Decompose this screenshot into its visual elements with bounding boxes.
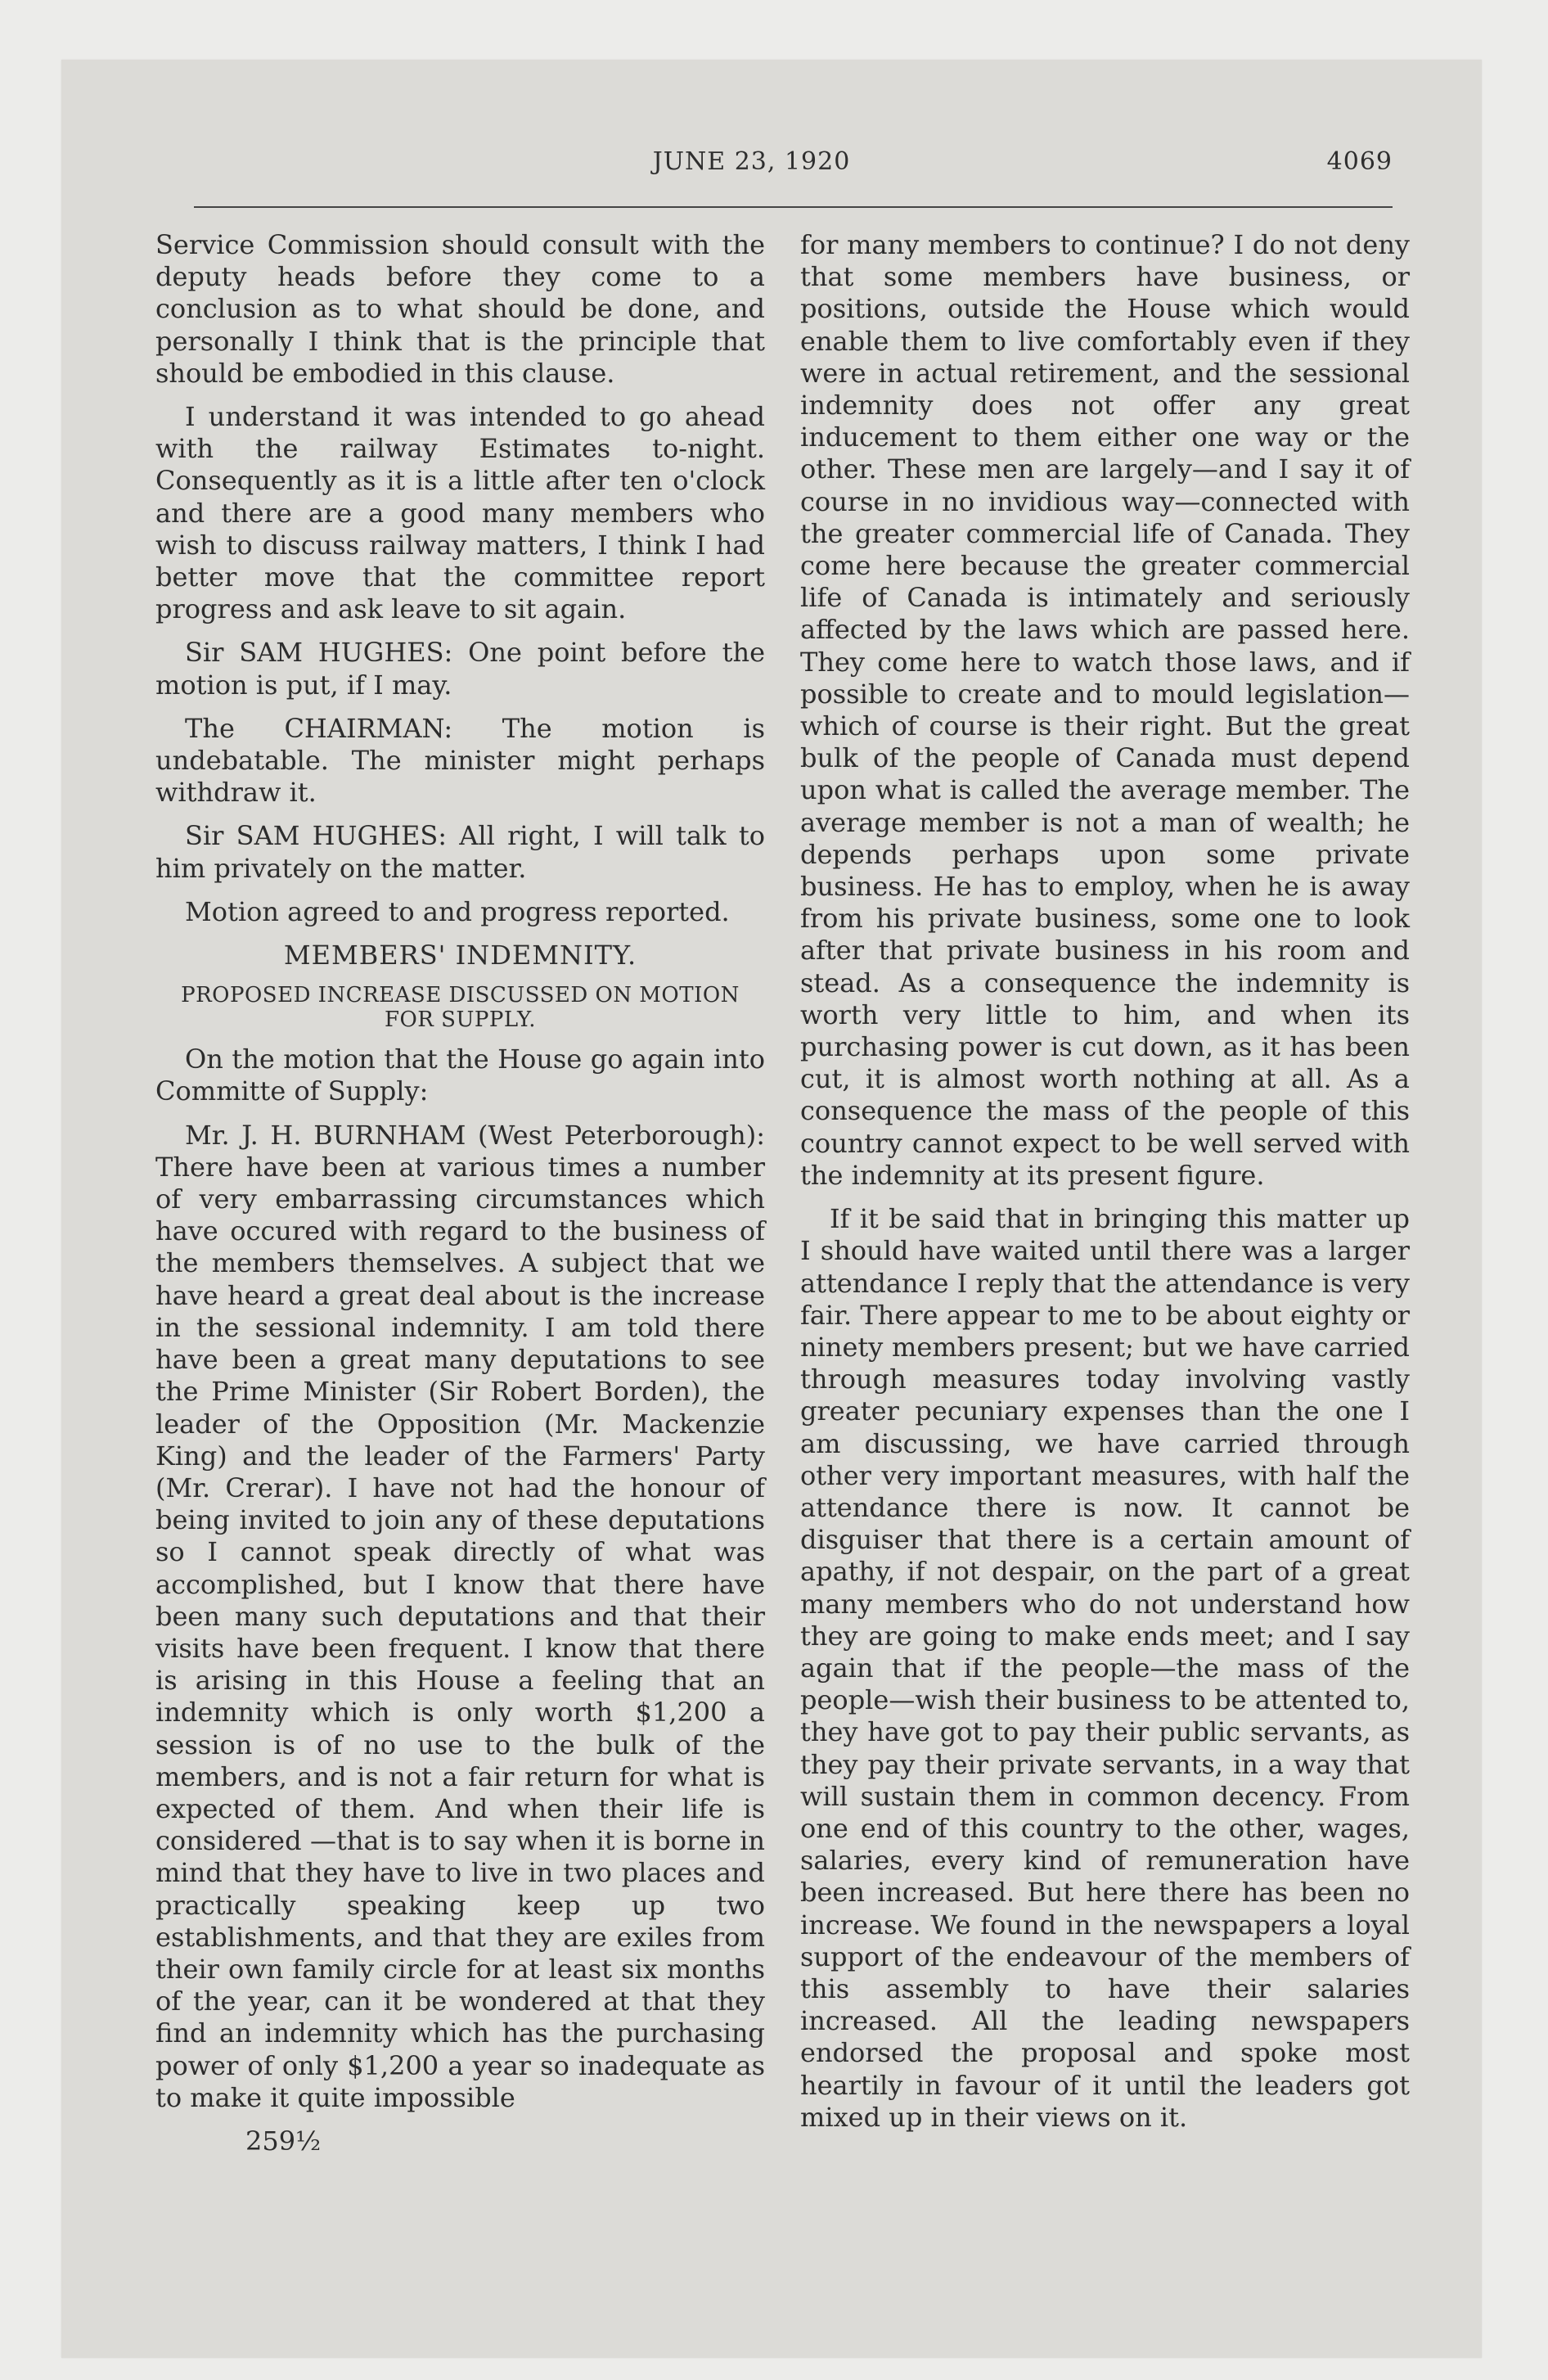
left-column (155, 229, 765, 2169)
header-date: JUNE 23, 1920 (652, 147, 851, 176)
signature-mark: 259½ (245, 2125, 322, 2157)
paragraph: On the motion that the House go again into Committe of Supply: (155, 1044, 765, 1107)
paragraph: Mr. J. H. BURNHAM (West Peterborough): There have been at various times a number of very embarrassing circumstances which have occured with regard to the business of the members themselves. A subject that we have heard a great deal about is the increase in the sessional indemnity. I am told there have been a great many deputations to see the Prime Minister (Sir Robert Borden), the leader of the Opposition (Mr. Mackenzie King) and the leader of the Farmers' Party (Mr. Crerar). I have not had the honour of being invited to join any of these deputations so I cannot speak directly of what was accomplished, but I know that there have been many such deputations and that their visits have been frequent. I know that there is arising in this House a feeling that an indemnity which is only worth $1,200 a session is of no use to the bulk of the members, and is not a fair return for what is expected of them. And when their life is considered —that is to say when it is borne in mind that they have to live in two places and practically speaking keep up two establishments, and that they are exiles from their own family circle for at least six months of the year, can it be wondered at that they find an indemnity which has the purchasing power of only $1,200 a year so inadequate as to make it quite impossible (155, 1119, 765, 2113)
header-page-number: 4069 (1326, 147, 1393, 176)
paragraph: Sir SAM HUGHES: All right, I will talk to him privately on the matter. (155, 820, 765, 884)
paragraph: If it be said that in bringing this matter up I should have waited until there was a larger attendance I reply that the attendance is very fair. There appear to me to be about eighty or ninety members present; but we have carried through measures today involving vastly greater pecuniary expenses than the one I am discussing, we have carried through other very important measures, with half the attendance there is now. It cannot be disguiser that there is a certain amount of apathy, if not despair, on the part of a great many members who do not understand how they are going to make ends meet; and I say again that if the people—the mass of the people—wish their business to be attented to, they have got to pay their public servants, as they pay their private servants, in a way that will sustain them in common decency. From one end of this country to the other, wages, salaries, every kind of remuneration have been increased. But here there has been no increase. We found in the newspapers a loyal support of the endeavour of the members of this assembly to have their salaries increased. All the leading newspapers endorsed the proposal and spoke most heartily in favour of it until the leaders got mixed up in their views on it. (800, 1203, 1410, 2133)
paragraph: The CHAIRMAN: The motion is undebatable. The minister might perhaps withdraw it. (155, 712, 765, 809)
paragraph: Sir SAM HUGHES: One point before the motion is put, if I may. (155, 637, 765, 701)
section-subtitle: PROPOSED INCREASE DISCUSSED ON MOTION FOR SUPPLY. (181, 983, 740, 1033)
page-header (110, 147, 1393, 180)
right-column (800, 229, 1410, 2145)
paragraph: I understand it was intended to go ahead with the railway Estimates to-night. Consequently as it is a little after ten o'clock and there are a good many members who wish to discuss railway matters, I think I had better move that the committee report progress and ask leave to sit again. (155, 401, 765, 625)
paragraph: Service Commission should consult with the deputy heads before they come to a conclusion as to what should be done, and personally I think that is the principle that should be embodied in this clause. (155, 229, 765, 389)
section-title: MEMBERS' INDEMNITY. (283, 940, 637, 971)
paragraph: for many members to continue? I do not deny that some members have business, or positions, outside the House which would enable them to live comfortably even if they were in actual retirement, and the sessional indemnity does not offer any great inducement to them either one way or the other. These men are largely—and I say it of course in no invidious way—connected with the greater commercial life of Canada. They come here because the greater commercial life of Canada is intimately and seriously affected by the laws which are passed here. They come here to watch those laws, and if possible to create and to mould legislation—which of course is their right. But the great bulk of the people of Canada must depend upon what is called the average member. The average member is not a man of wealth; he depends perhaps upon some private business. He has to employ, when he is away from his private business, some one to look after that private business in his room and stead. As a consequence the indemnity is worth very little to him, and when its purchasing power is cut down, as it has been cut, it is almost worth nothing at all. As a consequence the mass of the people of this country cannot expect to be well served with the indemnity at its present figure. (800, 229, 1410, 1191)
paragraph: Motion agreed to and progress reported. (185, 895, 730, 927)
header-rule (194, 206, 1393, 208)
